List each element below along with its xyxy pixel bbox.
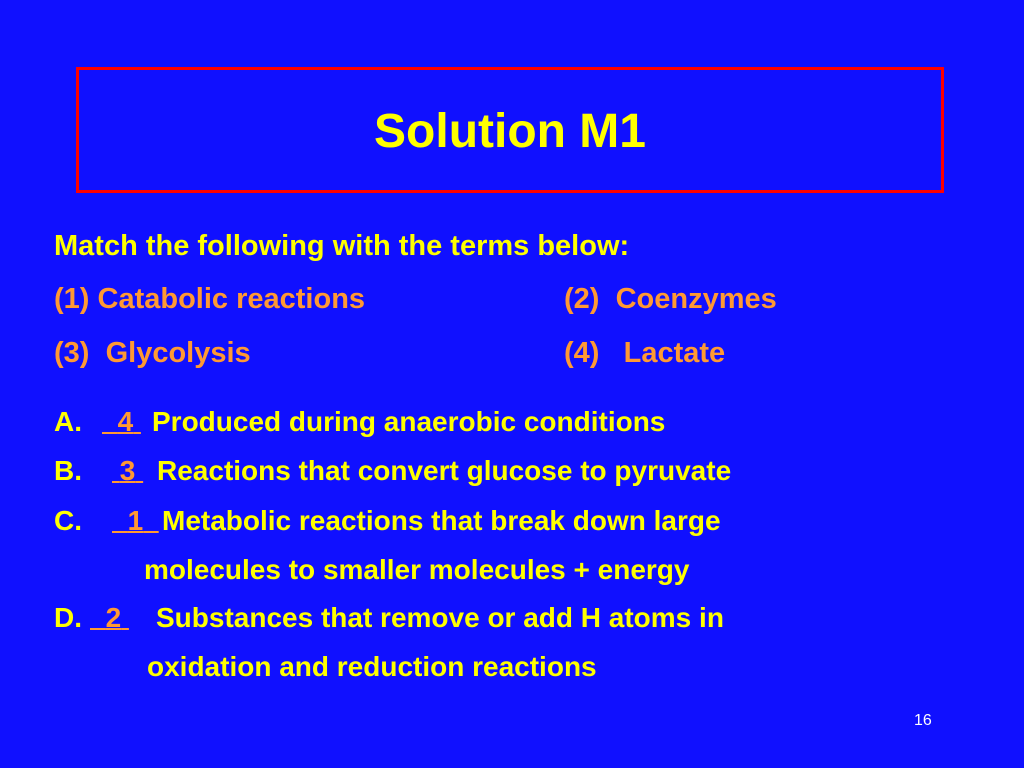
term-4-label: Lactate	[623, 337, 726, 369]
answer-b-blank	[112, 454, 143, 488]
question-c	[54, 504, 721, 538]
term-4	[564, 336, 725, 370]
terms-row-2	[54, 336, 726, 370]
term-2-number: (2)	[564, 283, 600, 315]
term-2-label: Coenzymes	[615, 283, 777, 315]
answer-c-value: 1	[127, 505, 144, 536]
question-b-text: Reactions that convert glucose to pyruvate	[157, 455, 732, 486]
term-3-label: Glycolysis	[105, 337, 251, 369]
instruction-text: Match the following with the terms below:	[54, 230, 630, 262]
question-d-letter: D.	[54, 602, 82, 633]
answer-a-blank	[102, 405, 141, 439]
question-b	[54, 454, 732, 488]
slide-title: Solution M1	[374, 104, 646, 158]
term-1-number: (1)	[54, 283, 90, 315]
answer-d-value: 2	[105, 602, 122, 633]
question-a	[54, 405, 666, 439]
term-4-number: (4)	[564, 337, 600, 369]
question-d-text: Substances that remove or add H atoms in	[156, 602, 724, 633]
question-a-letter: A.	[54, 406, 82, 437]
question-c-letter: C.	[54, 505, 82, 536]
term-2	[564, 282, 777, 316]
question-a-text: Produced during anaerobic conditions	[152, 406, 666, 437]
question-d	[54, 601, 724, 635]
terms-row-1	[54, 282, 777, 316]
title-frame	[76, 67, 944, 193]
question-b-letter: B.	[54, 455, 82, 486]
page-number: 16	[914, 712, 932, 729]
answer-b-value: 3	[119, 455, 136, 486]
answer-a-value: 4	[117, 406, 134, 437]
term-3-number: (3)	[54, 337, 90, 369]
answer-d-blank	[90, 601, 129, 635]
question-c-text: Metabolic reactions that break down large	[162, 505, 721, 536]
term-1-label: Catabolic reactions	[97, 283, 366, 315]
question-c-continuation: molecules to smaller molecules + energy	[144, 554, 690, 585]
question-d-continuation: oxidation and reduction reactions	[147, 651, 597, 682]
answer-c-blank	[112, 504, 159, 538]
